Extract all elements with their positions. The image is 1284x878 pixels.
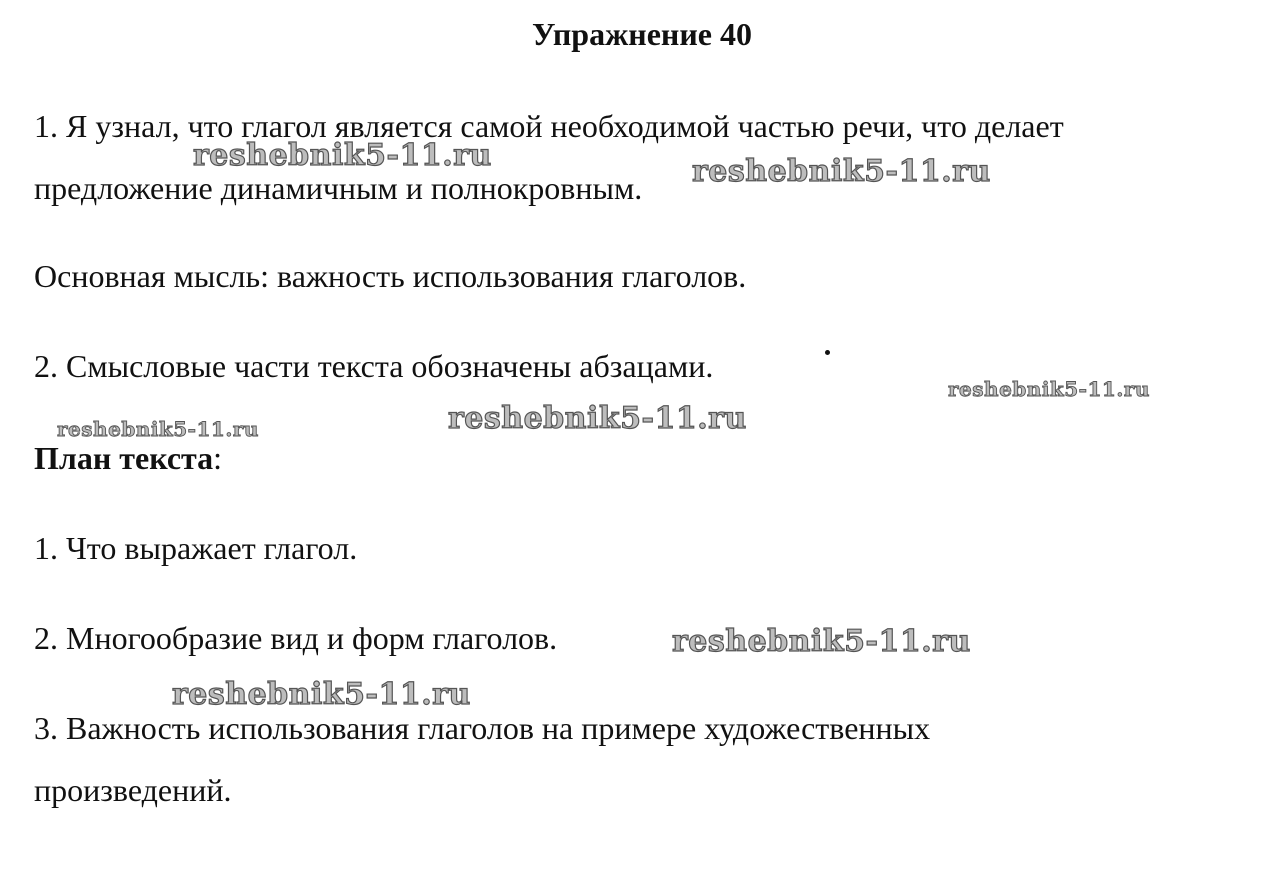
plan-item-3: 3. Важность использования глаголов на примере художественных	[34, 710, 931, 746]
watermark: reshebnik5-11.ru	[672, 624, 971, 659]
plan-item-1: 1. Что выражает глагол.	[34, 530, 358, 566]
stray-dot	[825, 350, 830, 355]
watermark: reshebnik5-11.ru	[57, 417, 259, 441]
plan-heading	[34, 438, 222, 478]
paragraph-2: 2. Смысловые части текста обозначены абзацами.	[34, 348, 714, 384]
watermark: reshebnik5-11.ru	[193, 138, 492, 173]
watermark: reshebnik5-11.ru	[172, 677, 471, 712]
paragraph-1-line-2: предложение динамичным и полнокровным.	[34, 170, 643, 206]
plan-item-2: 2. Многообразие вид и форм глаголов.	[34, 620, 558, 656]
watermark: reshebnik5-11.ru	[692, 154, 991, 189]
watermark: reshebnik5-11.ru	[948, 377, 1150, 401]
main-idea: Основная мысль: важность использования глаголов.	[34, 258, 747, 294]
watermark: reshebnik5-11.ru	[448, 401, 747, 436]
paragraph-1-line-1: 1. Я узнал, что глагол является самой необходимой частью речи, что делает	[34, 108, 1064, 144]
plan-heading-colon: :	[213, 440, 223, 476]
exercise-title: Упражнение 40	[531, 16, 752, 52]
plan-heading-label: План текста	[34, 440, 214, 476]
plan-item-3-continued: произведений.	[34, 772, 232, 808]
